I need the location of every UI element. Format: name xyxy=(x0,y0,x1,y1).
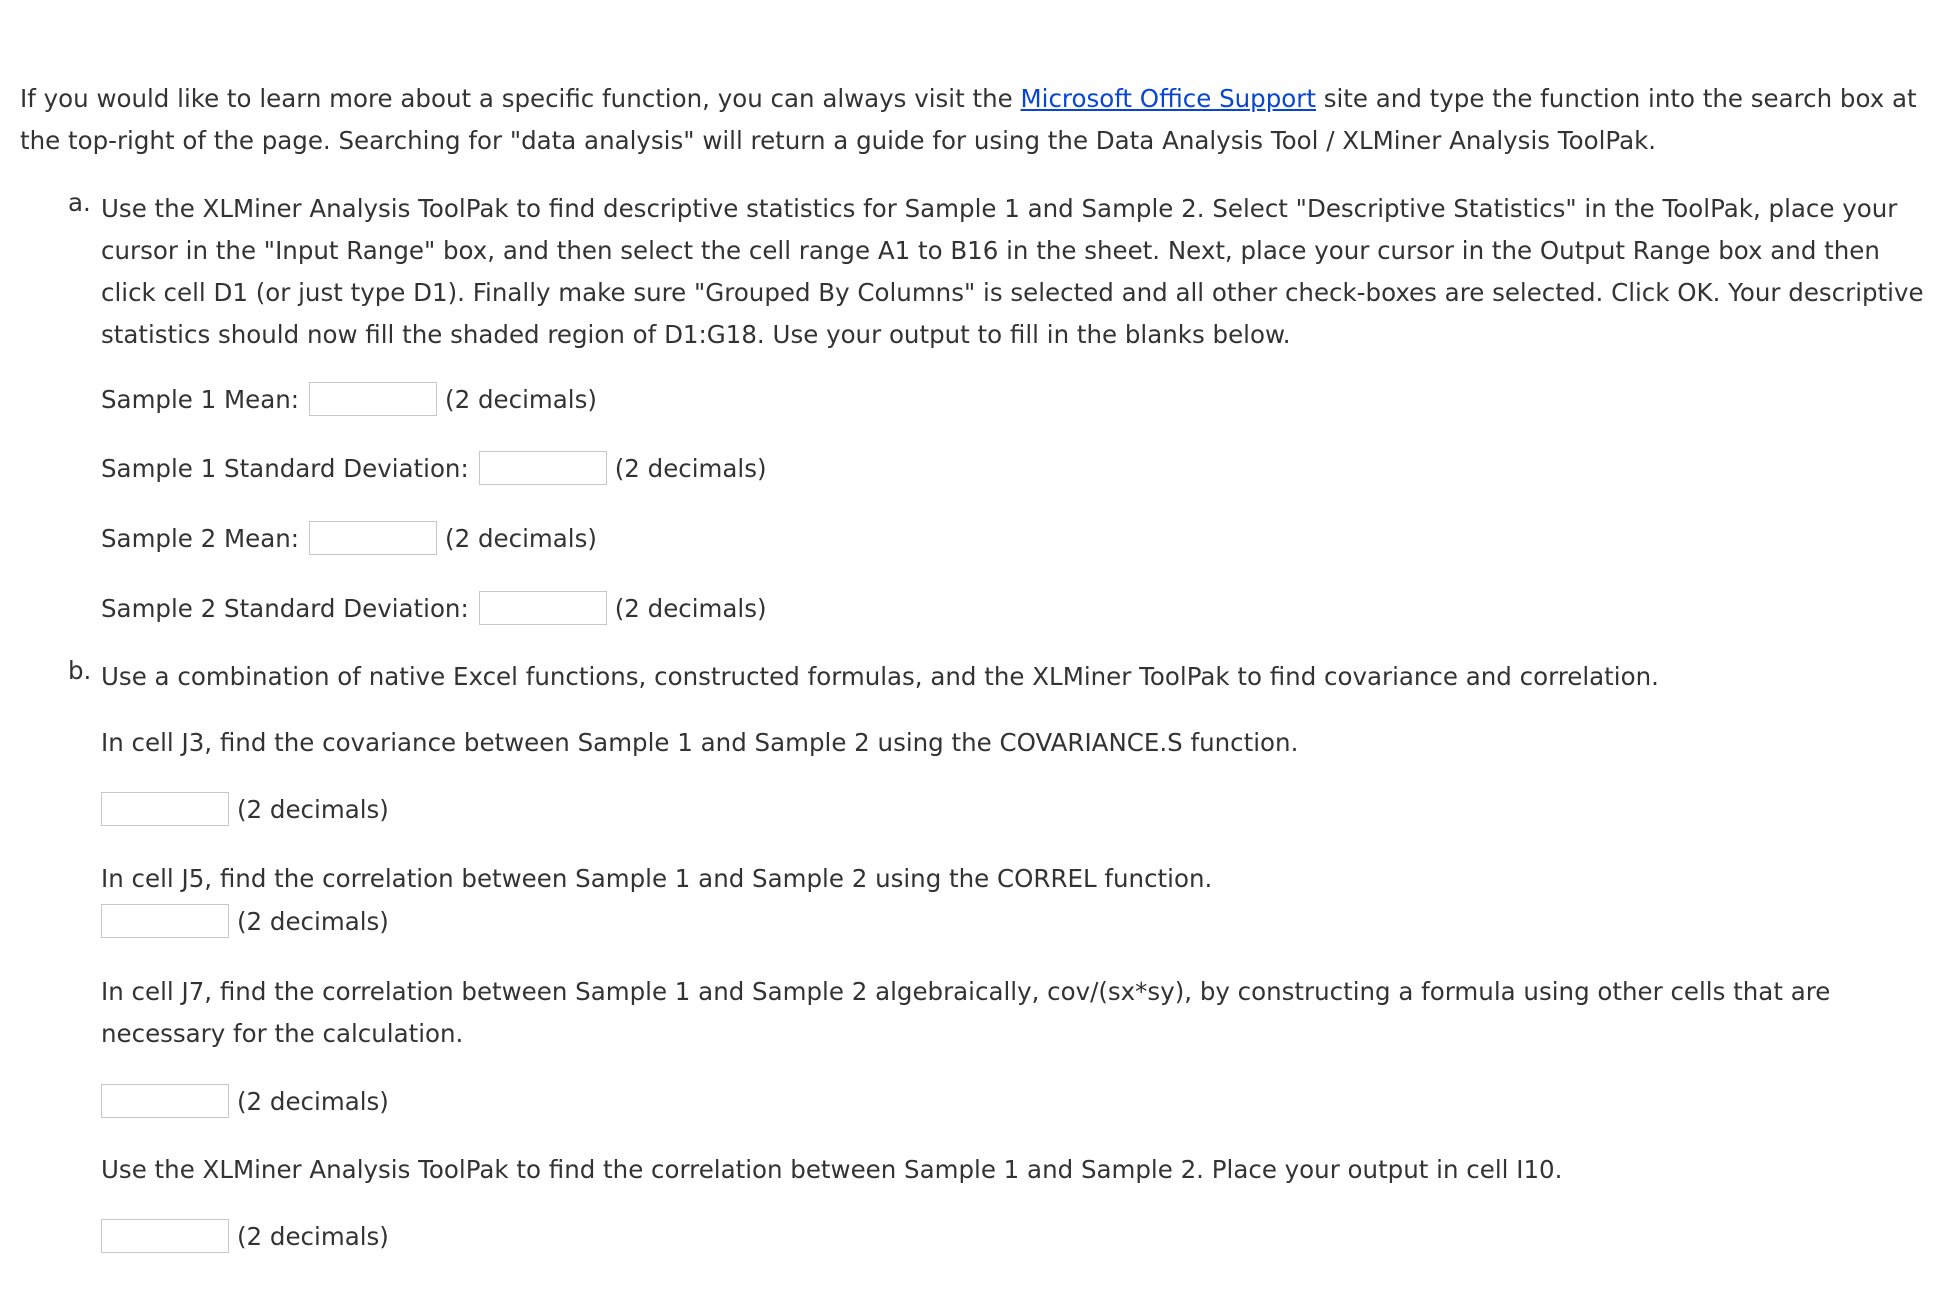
correl-question: In cell J5, find the correlation between Sample 1 and Sample 2 using the CORREL function. xyxy=(101,864,1213,893)
part-a-marker: a. xyxy=(68,188,91,217)
sample1-mean-label: Sample 1 Mean: xyxy=(101,384,300,414)
sample2-sd-row xyxy=(101,589,767,627)
covariance-input[interactable] xyxy=(101,792,229,826)
part-b-marker: b. xyxy=(68,656,92,685)
sample2-mean-hint: (2 decimals) xyxy=(445,523,597,553)
sample2-sd-input[interactable] xyxy=(479,591,607,625)
toolpak-correlation-hint: (2 decimals) xyxy=(237,1221,389,1251)
part-b-instructions: Use a combination of native Excel functions, constructed formulas, and the XLMiner ToolPak to find covariance and correlation. xyxy=(101,662,1659,691)
toolpak-correlation-input[interactable] xyxy=(101,1219,229,1253)
sample1-sd-hint: (2 decimals) xyxy=(614,453,767,483)
sample1-sd-row xyxy=(101,449,767,487)
part-a-instructions: Use the XLMiner Analysis ToolPak to find descriptive statistics for Sample 1 and Sample 2. Select "Descriptive Statistics" in the ToolPak, place your cursor in the "Input Range" box, and then select the cell range A1 to B16 in the sheet. Next, place your cursor in the Output Range box and then click cell D1 (or just type D1). Finally make sure "Grouped By Columns" is selected and all other check-boxes are selected. Click OK. Your descriptive statistics should now fill the shaded region of D1:G18. Use your output to fill in the blanks below. xyxy=(101,194,1924,349)
toolpak-correlation-question: Use the XLMiner Analysis ToolPak to find the correlation between Sample 1 and Sample 2. Place your output in cell I10. xyxy=(101,1155,1563,1184)
sample1-sd-label: Sample 1 Standard Deviation: xyxy=(101,453,469,483)
microsoft-office-support-link[interactable]: Microsoft Office Support xyxy=(1020,84,1316,113)
sample2-mean-row xyxy=(101,519,597,557)
correl-input[interactable] xyxy=(101,904,229,938)
sample1-sd-input[interactable] xyxy=(479,451,607,485)
sample2-mean-input[interactable] xyxy=(309,521,437,555)
covariance-hint: (2 decimals) xyxy=(237,794,389,824)
covariance-question: In cell J3, find the covariance between Sample 1 and Sample 2 using the COVARIANCE.S function. xyxy=(101,728,1299,757)
sample2-mean-label: Sample 2 Mean: xyxy=(101,523,300,553)
sample1-mean-row xyxy=(101,380,597,418)
toolpak-correlation-answer-row xyxy=(101,1217,389,1255)
correl-answer-row xyxy=(101,902,389,940)
algebraic-correlation-answer-row xyxy=(101,1082,389,1120)
covariance-answer-row xyxy=(101,790,389,828)
intro-text-after: site and type the function into the search box at the top-right of the page. Searching for "data analysis" will return a guide for using the Data Analysis Tool / XLMiner Analysis ToolPak. xyxy=(20,84,1917,155)
sample1-mean-input[interactable] xyxy=(309,382,437,416)
algebraic-correlation-hint: (2 decimals) xyxy=(237,1086,389,1116)
intro-paragraph xyxy=(20,78,1930,162)
algebraic-correlation-question: In cell J7, find the correlation between Sample 1 and Sample 2 algebraically, cov/(sx*sy), by constructing a formula using other cells that are necessary for the calculation. xyxy=(101,977,1831,1048)
sample2-sd-label: Sample 2 Standard Deviation: xyxy=(101,593,469,623)
intro-text-before: If you would like to learn more about a specific function, you can always visit the xyxy=(20,84,1021,113)
sample1-mean-hint: (2 decimals) xyxy=(445,384,597,414)
algebraic-correlation-input[interactable] xyxy=(101,1084,229,1118)
correl-hint: (2 decimals) xyxy=(237,906,389,936)
sample2-sd-hint: (2 decimals) xyxy=(614,593,767,623)
